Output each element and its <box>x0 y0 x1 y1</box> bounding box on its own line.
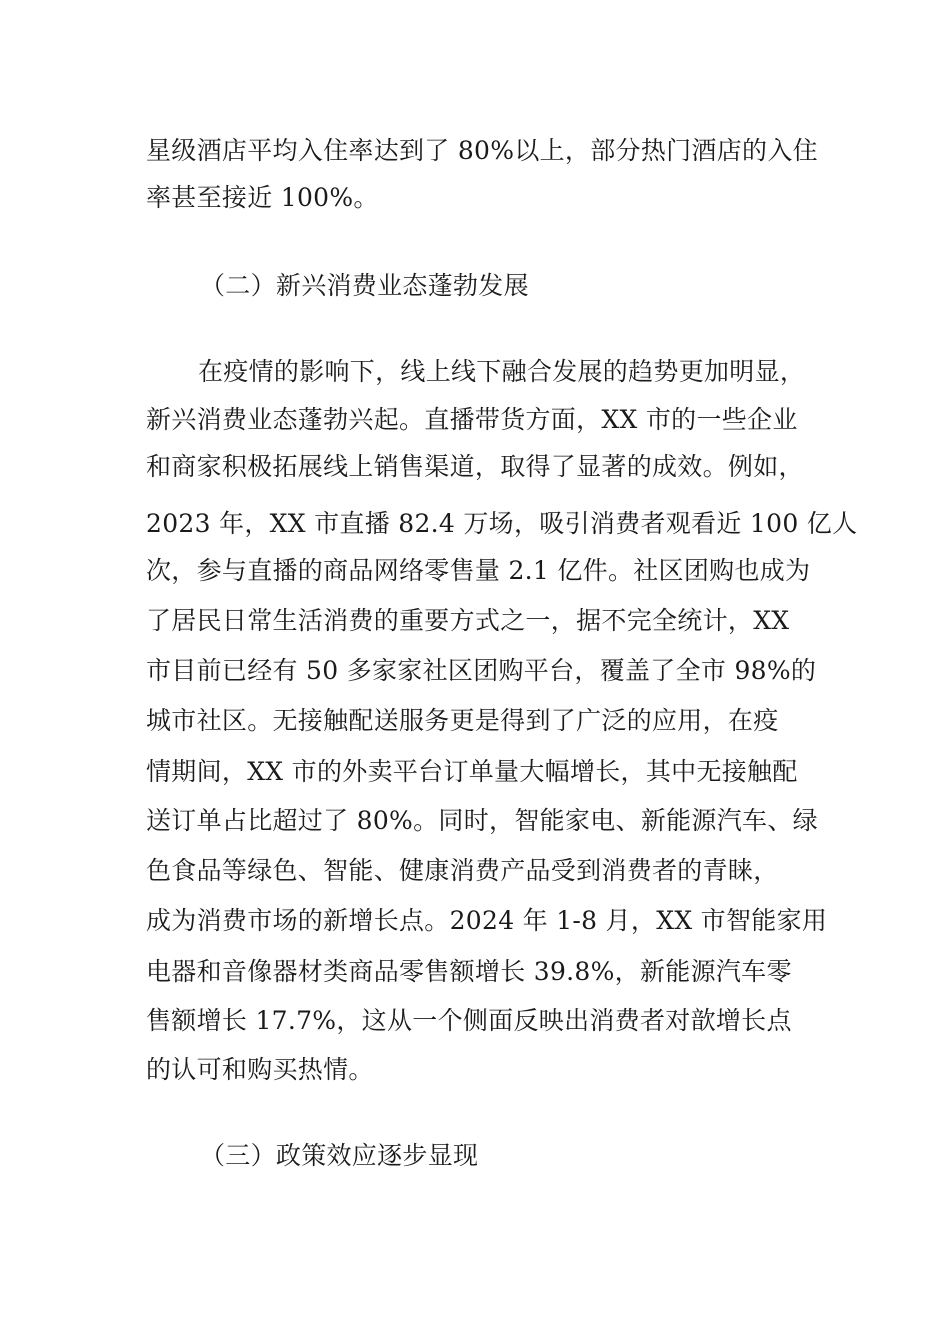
paragraph-line: 送订单占比超过了 80%。同时，智能家电、新能源汽车、绿 <box>146 806 818 835</box>
paragraph-line: 电器和音像器材类商品零售额增长 39.8%，新能源汽车零 <box>146 957 792 986</box>
paragraph-line: 的认可和购买热情。 <box>146 1055 374 1084</box>
paragraph-line: 售额增长 17.7%，这从一个侧面反映出消费者对歆增长点 <box>146 1006 792 1035</box>
paragraph-line: 新兴消费业态蓬勃兴起。直播带货方面，XX 市的一些企业 <box>146 405 798 434</box>
paragraph-line: 成为消费市场的新增长点。2024 年 1-8 月，XX 市智能家用 <box>146 906 828 935</box>
section-heading-3: （三）政策效应逐步显现 <box>200 1141 479 1170</box>
paragraph-line: 2023 年，XX 市直播 82.4 万场，吸引消费者观看近 100 亿人 <box>146 509 858 538</box>
paragraph-line: 次，参与直播的商品网络零售量 2.1 亿件。社区团购也成为 <box>146 556 811 585</box>
paragraph-line: 市目前已经有 50 多家家社区团购平台，覆盖了全市 98%的 <box>146 656 817 685</box>
paragraph-line: 了居民日常生活消费的重要方式之一，据不完全统计，XX <box>146 606 790 635</box>
paragraph-line: 情期间，XX 市的外卖平台订单量大幅增长，其中无接触配 <box>146 757 798 786</box>
paragraph-line: 和商家积极拓展线上销售渠道，取得了显著的成效。例如， <box>146 452 804 481</box>
paragraph-line: 色食品等绿色、智能、健康消费产品受到消费者的青睐， <box>146 856 779 885</box>
paragraph-line: 率甚至接近 100%。 <box>146 183 379 212</box>
paragraph-line: 城市社区。无接触配送服务更是得到了广泛的应用，在疫 <box>146 706 779 735</box>
paragraph-line: 在疫情的影响下，线上线下融合发展的趋势更加明显， <box>198 357 806 386</box>
section-heading-2: （二）新兴消费业态蓬勃发展 <box>200 271 529 300</box>
paragraph-line: 星级酒店平均入住率达到了 80%以上，部分热门酒店的入住 <box>146 136 818 165</box>
